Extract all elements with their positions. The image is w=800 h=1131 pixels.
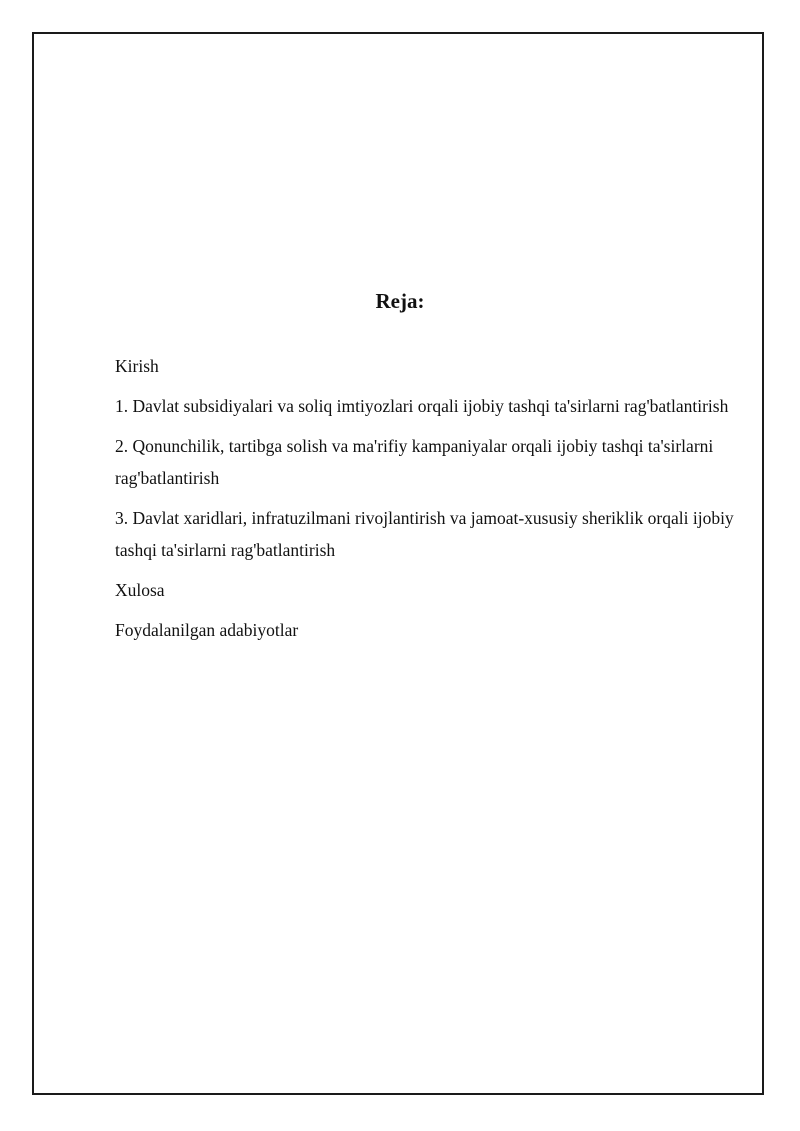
plan-item-1: 1. Davlat subsidiyalari va soliq imtiyozlari orqali ijobiy tashqi ta'sirlarni rag'batlantirish [115,396,729,416]
plan-item-intro: Kirish [115,356,159,376]
plan-item-3: 3. Davlat xaridlari, infratuzilmani rivojlantirish va jamoat-xususiy sheriklik orqali ijobiy tashqi ta'sirlarni rag'batlantirish [115,508,734,560]
page-title: Reja: [375,289,425,314]
plan-item-references: Foydalanilgan adabiyotlar [115,620,299,640]
plan-item-conclusion: Xulosa [115,580,165,600]
plan-list [115,350,740,654]
plan-item-2: 2. Qonunchilik, tartibga solish va ma'rifiy kampaniyalar orqali ijobiy tashqi ta'sirlarni rag'batlantirish [115,436,714,488]
